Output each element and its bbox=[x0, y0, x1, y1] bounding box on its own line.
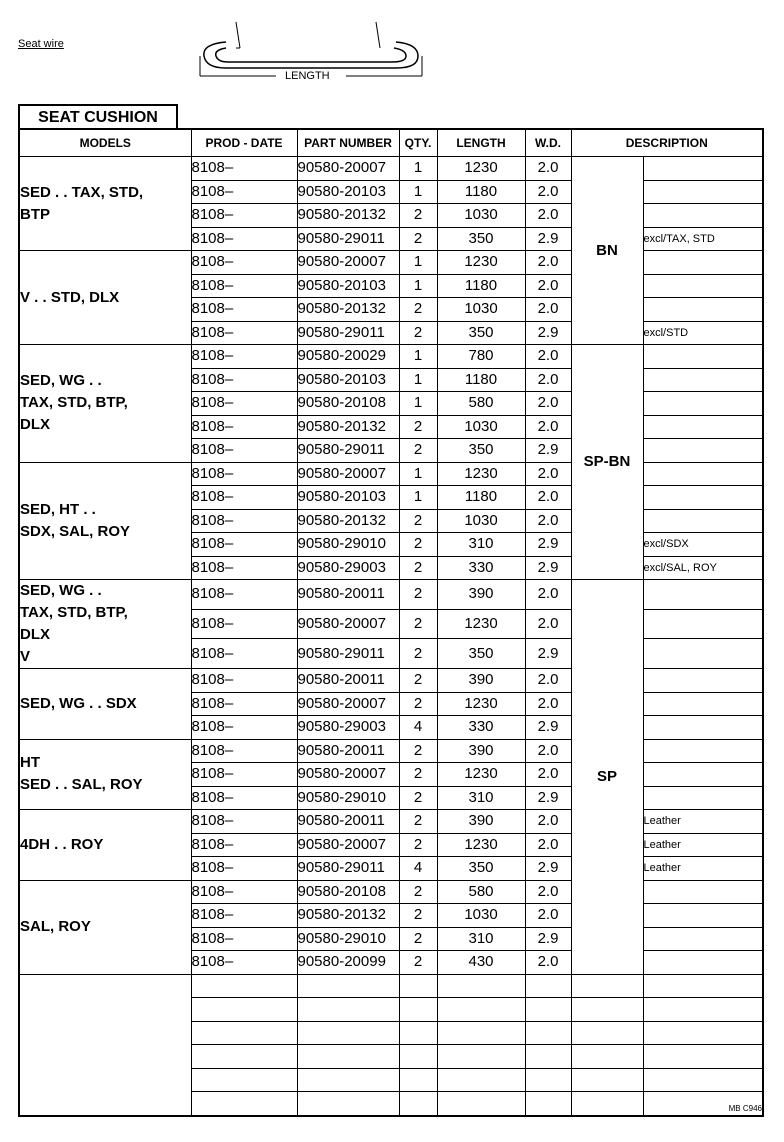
length-cell: 1180 bbox=[437, 486, 525, 510]
note-cell bbox=[643, 462, 763, 486]
part-number-cell: 90580-20007 bbox=[297, 462, 399, 486]
qty-cell: 2 bbox=[399, 556, 437, 580]
model-cell: SED, HT . . SDX, SAL, ROY bbox=[19, 462, 191, 580]
length-cell: 780 bbox=[437, 345, 525, 369]
qty-cell: 1 bbox=[399, 345, 437, 369]
length-cell: 350 bbox=[437, 227, 525, 251]
length-cell: 1030 bbox=[437, 298, 525, 322]
table-row bbox=[19, 157, 763, 181]
prod-date-cell: 8108– bbox=[191, 392, 297, 416]
qty-cell: 1 bbox=[399, 274, 437, 298]
blank-cell bbox=[437, 998, 525, 1022]
prod-date-cell: 8108– bbox=[191, 669, 297, 693]
note-cell bbox=[643, 368, 763, 392]
blank-cell bbox=[297, 998, 399, 1022]
part-number-cell: 90580-20011 bbox=[297, 580, 399, 610]
wd-cell: 2.9 bbox=[525, 786, 571, 810]
note-cell: excl/STD bbox=[643, 321, 763, 345]
qty-cell: 2 bbox=[399, 321, 437, 345]
col-wd: W.D. bbox=[525, 129, 571, 157]
note-cell bbox=[643, 251, 763, 275]
blank-cell bbox=[399, 1021, 437, 1045]
prod-date-cell: 8108– bbox=[191, 204, 297, 228]
blank-cell bbox=[297, 1021, 399, 1045]
blank-cell bbox=[571, 974, 643, 998]
part-number-cell: 90580-29010 bbox=[297, 533, 399, 557]
col-length: LENGTH bbox=[437, 129, 525, 157]
col-prod-date: PROD - DATE bbox=[191, 129, 297, 157]
prod-date-cell: 8108– bbox=[191, 739, 297, 763]
seat-wire-table bbox=[18, 128, 764, 1117]
blank-cell bbox=[191, 1045, 297, 1069]
note-cell bbox=[643, 951, 763, 975]
wd-cell: 2.0 bbox=[525, 833, 571, 857]
length-cell: 1230 bbox=[437, 157, 525, 181]
length-cell: 390 bbox=[437, 739, 525, 763]
model-cell: HT SED . . SAL, ROY bbox=[19, 739, 191, 810]
wd-cell: 2.9 bbox=[525, 857, 571, 881]
part-number-cell: 90580-20029 bbox=[297, 345, 399, 369]
wd-cell: 2.0 bbox=[525, 580, 571, 610]
blank-cell bbox=[643, 974, 763, 998]
length-cell: 390 bbox=[437, 810, 525, 834]
col-description: DESCRIPTION bbox=[571, 129, 763, 157]
part-number-cell: 90580-20108 bbox=[297, 880, 399, 904]
prod-date-cell: 8108– bbox=[191, 904, 297, 928]
blank-cell bbox=[571, 1021, 643, 1045]
prod-date-cell: 8108– bbox=[191, 786, 297, 810]
wd-cell: 2.9 bbox=[525, 227, 571, 251]
note-cell: Leather bbox=[643, 833, 763, 857]
wd-cell: 2.0 bbox=[525, 763, 571, 787]
length-cell: 310 bbox=[437, 533, 525, 557]
description-cell: BN bbox=[571, 157, 643, 345]
part-number-cell: 90580-20011 bbox=[297, 810, 399, 834]
wd-cell: 2.0 bbox=[525, 486, 571, 510]
qty-cell: 2 bbox=[399, 880, 437, 904]
blank-cell bbox=[297, 1092, 399, 1116]
part-number-cell: 90580-20099 bbox=[297, 951, 399, 975]
wd-cell: 2.0 bbox=[525, 951, 571, 975]
wd-cell: 2.9 bbox=[525, 716, 571, 740]
note-cell bbox=[643, 180, 763, 204]
prod-date-cell: 8108– bbox=[191, 415, 297, 439]
qty-cell: 2 bbox=[399, 810, 437, 834]
qty-cell: 2 bbox=[399, 298, 437, 322]
qty-cell: 2 bbox=[399, 833, 437, 857]
wd-cell: 2.9 bbox=[525, 321, 571, 345]
col-models: MODELS bbox=[19, 129, 191, 157]
part-number-cell: 90580-20103 bbox=[297, 486, 399, 510]
blank-cell bbox=[399, 1068, 437, 1092]
length-cell: 430 bbox=[437, 951, 525, 975]
qty-cell: 1 bbox=[399, 157, 437, 181]
prod-date-cell: 8108– bbox=[191, 580, 297, 610]
wd-cell: 2.0 bbox=[525, 298, 571, 322]
wd-cell: 2.9 bbox=[525, 639, 571, 669]
blank-cell bbox=[571, 1045, 643, 1069]
model-cell: SED, WG . . TAX, STD, BTP, DLX bbox=[19, 345, 191, 463]
wd-cell: 2.0 bbox=[525, 274, 571, 298]
wd-cell: 2.0 bbox=[525, 509, 571, 533]
table-row bbox=[19, 580, 763, 610]
blank-cell bbox=[297, 1045, 399, 1069]
prod-date-cell: 8108– bbox=[191, 692, 297, 716]
wd-cell: 2.9 bbox=[525, 439, 571, 463]
length-cell: 350 bbox=[437, 321, 525, 345]
qty-cell: 2 bbox=[399, 669, 437, 693]
model-cell: SED . . TAX, STD, BTP bbox=[19, 157, 191, 251]
length-cell: 1180 bbox=[437, 274, 525, 298]
blank-cell bbox=[571, 1068, 643, 1092]
col-qty: QTY. bbox=[399, 129, 437, 157]
prod-date-cell: 8108– bbox=[191, 763, 297, 787]
note-cell: excl/SDX bbox=[643, 533, 763, 557]
part-number-cell: 90580-29010 bbox=[297, 927, 399, 951]
blank-cell bbox=[437, 1021, 525, 1045]
note-cell bbox=[643, 392, 763, 416]
wd-cell: 2.0 bbox=[525, 739, 571, 763]
blank-cell bbox=[19, 974, 191, 1116]
blank-cell bbox=[191, 1092, 297, 1116]
note-cell bbox=[643, 274, 763, 298]
part-number-cell: 90580-29011 bbox=[297, 639, 399, 669]
wd-cell: 2.0 bbox=[525, 368, 571, 392]
blank-cell bbox=[399, 998, 437, 1022]
description-cell: SP-BN bbox=[571, 345, 643, 580]
qty-cell: 4 bbox=[399, 716, 437, 740]
blank-cell bbox=[191, 1068, 297, 1092]
wd-cell: 2.0 bbox=[525, 810, 571, 834]
wd-cell: 2.0 bbox=[525, 609, 571, 639]
note-cell bbox=[643, 415, 763, 439]
prod-date-cell: 8108– bbox=[191, 609, 297, 639]
model-cell: V . . STD, DLX bbox=[19, 251, 191, 345]
blank-cell bbox=[643, 1068, 763, 1092]
blank-cell bbox=[297, 1068, 399, 1092]
table-row bbox=[19, 462, 763, 486]
length-cell: 330 bbox=[437, 716, 525, 740]
prod-date-cell: 8108– bbox=[191, 157, 297, 181]
prod-date-cell: 8108– bbox=[191, 274, 297, 298]
qty-cell: 2 bbox=[399, 227, 437, 251]
model-cell: SED, WG . . SDX bbox=[19, 669, 191, 740]
blank-cell bbox=[191, 998, 297, 1022]
table-row bbox=[19, 810, 763, 834]
prod-date-cell: 8108– bbox=[191, 810, 297, 834]
description-cell: SP bbox=[571, 580, 643, 975]
note-cell bbox=[643, 609, 763, 639]
prod-date-cell: 8108– bbox=[191, 716, 297, 740]
qty-cell: 2 bbox=[399, 692, 437, 716]
length-cell: 330 bbox=[437, 556, 525, 580]
part-number-cell: 90580-20007 bbox=[297, 157, 399, 181]
seat-wire-label: Seat wire bbox=[18, 38, 64, 50]
wd-cell: 2.0 bbox=[525, 157, 571, 181]
note-cell bbox=[643, 927, 763, 951]
part-number-cell: 90580-29011 bbox=[297, 439, 399, 463]
length-cell: 1030 bbox=[437, 415, 525, 439]
wd-cell: 2.0 bbox=[525, 345, 571, 369]
blank-cell bbox=[399, 974, 437, 998]
part-number-cell: 90580-29003 bbox=[297, 716, 399, 740]
blank-cell bbox=[525, 974, 571, 998]
part-number-cell: 90580-29011 bbox=[297, 321, 399, 345]
qty-cell: 2 bbox=[399, 439, 437, 463]
blank-cell bbox=[525, 1068, 571, 1092]
prod-date-cell: 8108– bbox=[191, 533, 297, 557]
model-cell: SED, WG . . TAX, STD, BTP, DLX V bbox=[19, 580, 191, 669]
wd-cell: 2.0 bbox=[525, 392, 571, 416]
prod-date-cell: 8108– bbox=[191, 368, 297, 392]
qty-cell: 2 bbox=[399, 786, 437, 810]
part-number-cell: 90580-20132 bbox=[297, 904, 399, 928]
part-number-cell: 90580-20108 bbox=[297, 392, 399, 416]
part-number-cell: 90580-20007 bbox=[297, 692, 399, 716]
note-cell bbox=[643, 904, 763, 928]
prod-date-cell: 8108– bbox=[191, 321, 297, 345]
part-number-cell: 90580-20132 bbox=[297, 509, 399, 533]
length-cell: 580 bbox=[437, 880, 525, 904]
prod-date-cell: 8108– bbox=[191, 880, 297, 904]
note-cell bbox=[643, 763, 763, 787]
length-cell: 1230 bbox=[437, 763, 525, 787]
wd-cell: 2.0 bbox=[525, 462, 571, 486]
prod-date-cell: 8108– bbox=[191, 486, 297, 510]
length-cell: 1180 bbox=[437, 180, 525, 204]
part-number-cell: 90580-20007 bbox=[297, 763, 399, 787]
note-cell: excl/SAL, ROY bbox=[643, 556, 763, 580]
qty-cell: 2 bbox=[399, 951, 437, 975]
section-title: SEAT CUSHION bbox=[18, 104, 178, 130]
col-part-number: PART NUMBER bbox=[297, 129, 399, 157]
blank-cell bbox=[437, 974, 525, 998]
length-cell: 390 bbox=[437, 669, 525, 693]
table-row bbox=[19, 669, 763, 693]
part-number-cell: 90580-20103 bbox=[297, 368, 399, 392]
note-cell bbox=[643, 298, 763, 322]
part-number-cell: 90580-20132 bbox=[297, 204, 399, 228]
qty-cell: 4 bbox=[399, 857, 437, 881]
model-cell: SAL, ROY bbox=[19, 880, 191, 974]
prod-date-cell: 8108– bbox=[191, 439, 297, 463]
qty-cell: 2 bbox=[399, 533, 437, 557]
wd-cell: 2.9 bbox=[525, 927, 571, 951]
table-row bbox=[19, 739, 763, 763]
blank-cell bbox=[437, 1092, 525, 1116]
blank-cell bbox=[297, 974, 399, 998]
note-cell bbox=[643, 639, 763, 669]
prod-date-cell: 8108– bbox=[191, 509, 297, 533]
note-cell: excl/TAX, STD bbox=[643, 227, 763, 251]
blank-cell bbox=[525, 998, 571, 1022]
qty-cell: 2 bbox=[399, 415, 437, 439]
note-cell bbox=[643, 580, 763, 610]
blank-cell bbox=[399, 1092, 437, 1116]
table-row bbox=[19, 345, 763, 369]
qty-cell: 2 bbox=[399, 739, 437, 763]
part-number-cell: 90580-29003 bbox=[297, 556, 399, 580]
part-number-cell: 90580-29011 bbox=[297, 857, 399, 881]
note-cell bbox=[643, 739, 763, 763]
wd-cell: 2.0 bbox=[525, 251, 571, 275]
wd-cell: 2.9 bbox=[525, 533, 571, 557]
wd-cell: 2.0 bbox=[525, 880, 571, 904]
length-dimension-label: LENGTH bbox=[285, 70, 330, 82]
blank-cell bbox=[399, 1045, 437, 1069]
part-number-cell: 90580-29011 bbox=[297, 227, 399, 251]
qty-cell: 2 bbox=[399, 927, 437, 951]
prod-date-cell: 8108– bbox=[191, 639, 297, 669]
length-cell: 350 bbox=[437, 639, 525, 669]
wd-cell: 2.0 bbox=[525, 180, 571, 204]
part-number-cell: 90580-20132 bbox=[297, 415, 399, 439]
qty-cell: 2 bbox=[399, 204, 437, 228]
note-cell bbox=[643, 345, 763, 369]
qty-cell: 1 bbox=[399, 486, 437, 510]
blank-cell bbox=[437, 1045, 525, 1069]
figure-code: MB C946 bbox=[728, 1104, 762, 1113]
prod-date-cell: 8108– bbox=[191, 462, 297, 486]
wd-cell: 2.0 bbox=[525, 204, 571, 228]
note-cell bbox=[643, 439, 763, 463]
note-cell: Leather bbox=[643, 857, 763, 881]
note-cell bbox=[643, 486, 763, 510]
length-cell: 390 bbox=[437, 580, 525, 610]
note-cell bbox=[643, 509, 763, 533]
qty-cell: 1 bbox=[399, 392, 437, 416]
length-cell: 350 bbox=[437, 439, 525, 463]
part-number-cell: 90580-20007 bbox=[297, 251, 399, 275]
qty-cell: 1 bbox=[399, 180, 437, 204]
qty-cell: 1 bbox=[399, 368, 437, 392]
length-cell: 1230 bbox=[437, 462, 525, 486]
part-number-cell: 90580-20103 bbox=[297, 274, 399, 298]
length-cell: 1030 bbox=[437, 509, 525, 533]
qty-cell: 2 bbox=[399, 639, 437, 669]
prod-date-cell: 8108– bbox=[191, 556, 297, 580]
part-number-cell: 90580-29010 bbox=[297, 786, 399, 810]
table-row bbox=[19, 251, 763, 275]
prod-date-cell: 8108– bbox=[191, 227, 297, 251]
blank-row bbox=[19, 974, 763, 998]
qty-cell: 2 bbox=[399, 509, 437, 533]
length-cell: 1180 bbox=[437, 368, 525, 392]
qty-cell: 2 bbox=[399, 609, 437, 639]
length-cell: 580 bbox=[437, 392, 525, 416]
qty-cell: 2 bbox=[399, 763, 437, 787]
length-cell: 310 bbox=[437, 786, 525, 810]
length-cell: 1030 bbox=[437, 904, 525, 928]
part-number-cell: 90580-20103 bbox=[297, 180, 399, 204]
note-cell bbox=[643, 692, 763, 716]
blank-cell bbox=[643, 1021, 763, 1045]
prod-date-cell: 8108– bbox=[191, 857, 297, 881]
note-cell: Leather bbox=[643, 810, 763, 834]
wd-cell: 2.0 bbox=[525, 415, 571, 439]
blank-cell bbox=[437, 1068, 525, 1092]
model-cell: 4DH . . ROY bbox=[19, 810, 191, 881]
blank-cell bbox=[191, 974, 297, 998]
blank-cell bbox=[643, 998, 763, 1022]
wd-cell: 2.9 bbox=[525, 556, 571, 580]
length-cell: 310 bbox=[437, 927, 525, 951]
note-cell bbox=[643, 669, 763, 693]
part-number-cell: 90580-20132 bbox=[297, 298, 399, 322]
prod-date-cell: 8108– bbox=[191, 251, 297, 275]
blank-cell bbox=[571, 998, 643, 1022]
note-cell bbox=[643, 880, 763, 904]
prod-date-cell: 8108– bbox=[191, 833, 297, 857]
blank-cell bbox=[191, 1021, 297, 1045]
length-cell: 1230 bbox=[437, 609, 525, 639]
blank-cell bbox=[525, 1021, 571, 1045]
note-cell bbox=[643, 157, 763, 181]
header-row bbox=[19, 129, 763, 157]
blank-cell bbox=[525, 1045, 571, 1069]
prod-date-cell: 8108– bbox=[191, 180, 297, 204]
prod-date-cell: 8108– bbox=[191, 927, 297, 951]
table-row bbox=[19, 880, 763, 904]
wd-cell: 2.0 bbox=[525, 904, 571, 928]
note-cell bbox=[643, 786, 763, 810]
wd-cell: 2.0 bbox=[525, 692, 571, 716]
length-cell: 1030 bbox=[437, 204, 525, 228]
prod-date-cell: 8108– bbox=[191, 298, 297, 322]
qty-cell: 1 bbox=[399, 251, 437, 275]
wd-cell: 2.0 bbox=[525, 669, 571, 693]
length-cell: 1230 bbox=[437, 833, 525, 857]
qty-cell: 2 bbox=[399, 904, 437, 928]
length-cell: 350 bbox=[437, 857, 525, 881]
blank-cell bbox=[525, 1092, 571, 1116]
part-number-cell: 90580-20007 bbox=[297, 833, 399, 857]
length-cell: 1230 bbox=[437, 692, 525, 716]
note-cell bbox=[643, 716, 763, 740]
note-cell bbox=[643, 204, 763, 228]
length-cell: 1230 bbox=[437, 251, 525, 275]
qty-cell: 1 bbox=[399, 462, 437, 486]
part-number-cell: 90580-20011 bbox=[297, 669, 399, 693]
part-number-cell: 90580-20007 bbox=[297, 609, 399, 639]
blank-cell bbox=[643, 1045, 763, 1069]
qty-cell: 2 bbox=[399, 580, 437, 610]
prod-date-cell: 8108– bbox=[191, 345, 297, 369]
blank-cell bbox=[571, 1092, 643, 1116]
prod-date-cell: 8108– bbox=[191, 951, 297, 975]
part-number-cell: 90580-20011 bbox=[297, 739, 399, 763]
